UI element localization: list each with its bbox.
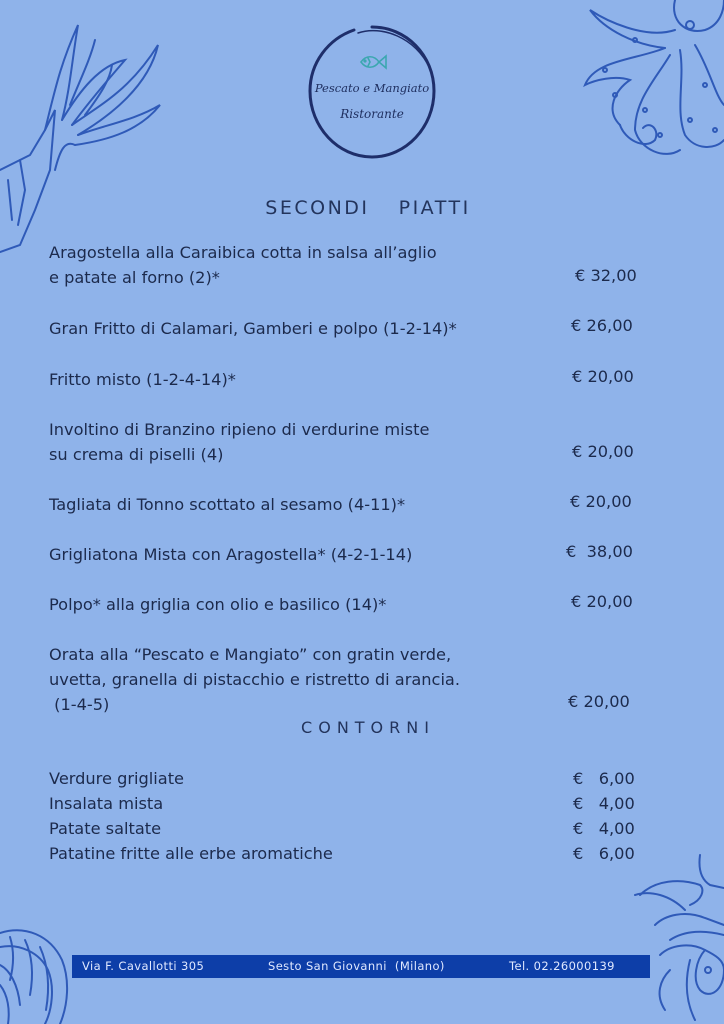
dish-allergens: (1-4-5): [49, 695, 110, 714]
dish-item: [49, 316, 569, 341]
octopus-illustration-icon: [575, 0, 724, 165]
dish-name: uvetta, granella di pistacchio e ristretto di arancia.: [49, 670, 461, 689]
dish-name: Tagliata di Tonno scottato al sesamo (4-11)*: [49, 495, 406, 514]
dish-item: [49, 592, 569, 617]
dish-item: [49, 367, 569, 392]
dish-name: Orata alla “Pescato e Mangiato” con gratin verde,: [49, 645, 452, 664]
dish-name: Polpo* alla griglia con olio e basilico (14)*: [49, 595, 387, 614]
squid-illustration-icon: [0, 20, 170, 255]
footer-city: Sesto San Giovanni (Milano): [268, 959, 445, 973]
dish-name: Aragostella alla Caraibica cotta in salsa all’aglio: [49, 243, 437, 262]
dish-price: € 32,00: [575, 266, 637, 285]
dish-price: € 20,00: [571, 592, 633, 611]
dish-price: € 20,00: [572, 367, 634, 386]
dish-price: € 20,00: [570, 492, 632, 511]
side-dish-name: Verdure grigliate: [49, 769, 185, 788]
dish-item: [49, 492, 569, 517]
side-dish-name: Patatine fritte alle erbe aromatiche: [49, 844, 333, 863]
side-dish-price: € 4,00: [573, 819, 635, 838]
fish-logo-icon: [358, 53, 388, 71]
side-dish-name: Patate saltate: [49, 819, 162, 838]
dish-name: Fritto misto (1-2-4-14)*: [49, 370, 236, 389]
contact-footer-bar: [72, 955, 650, 978]
footer-phone: Tel. 02.26000139: [509, 959, 615, 973]
logo-name: Pescato e Mangiato: [314, 81, 430, 95]
dish-item: [49, 542, 569, 567]
dish-price: € 26,00: [571, 316, 633, 335]
crab-illustration-icon: [630, 850, 724, 1024]
dish-price: € 20,00: [568, 692, 630, 711]
logo-subtitle: Ristorante: [340, 107, 404, 121]
dish-price: € 20,00: [572, 442, 634, 461]
dish-item: [49, 417, 569, 467]
dish-name: e patate al forno (2)*: [49, 268, 220, 287]
section-title-contorni: CONTORNI: [301, 718, 435, 737]
dish-price: € 38,00: [566, 542, 633, 561]
dish-item: [49, 642, 569, 717]
side-dish-price: € 6,00: [573, 769, 635, 788]
shrimp-illustration-icon: [0, 925, 75, 1024]
dish-name: su crema di piselli (4): [49, 445, 224, 464]
restaurant-logo: [306, 23, 438, 161]
section-title-secondi: SECONDI PIATTI: [265, 197, 471, 219]
side-dish-price: € 4,00: [573, 794, 635, 813]
dish-name: Involtino di Branzino ripieno di verdurine miste: [49, 420, 430, 439]
side-dish-price: € 6,00: [573, 844, 635, 863]
side-dish-name: Insalata mista: [49, 794, 164, 813]
dish-item: [49, 240, 569, 290]
dish-name: Grigliatona Mista con Aragostella* (4-2-1-14): [49, 545, 413, 564]
dish-name: Gran Fritto di Calamari, Gamberi e polpo (1-2-14)*: [49, 319, 457, 338]
footer-address: Via F. Cavallotti 305: [82, 959, 205, 973]
